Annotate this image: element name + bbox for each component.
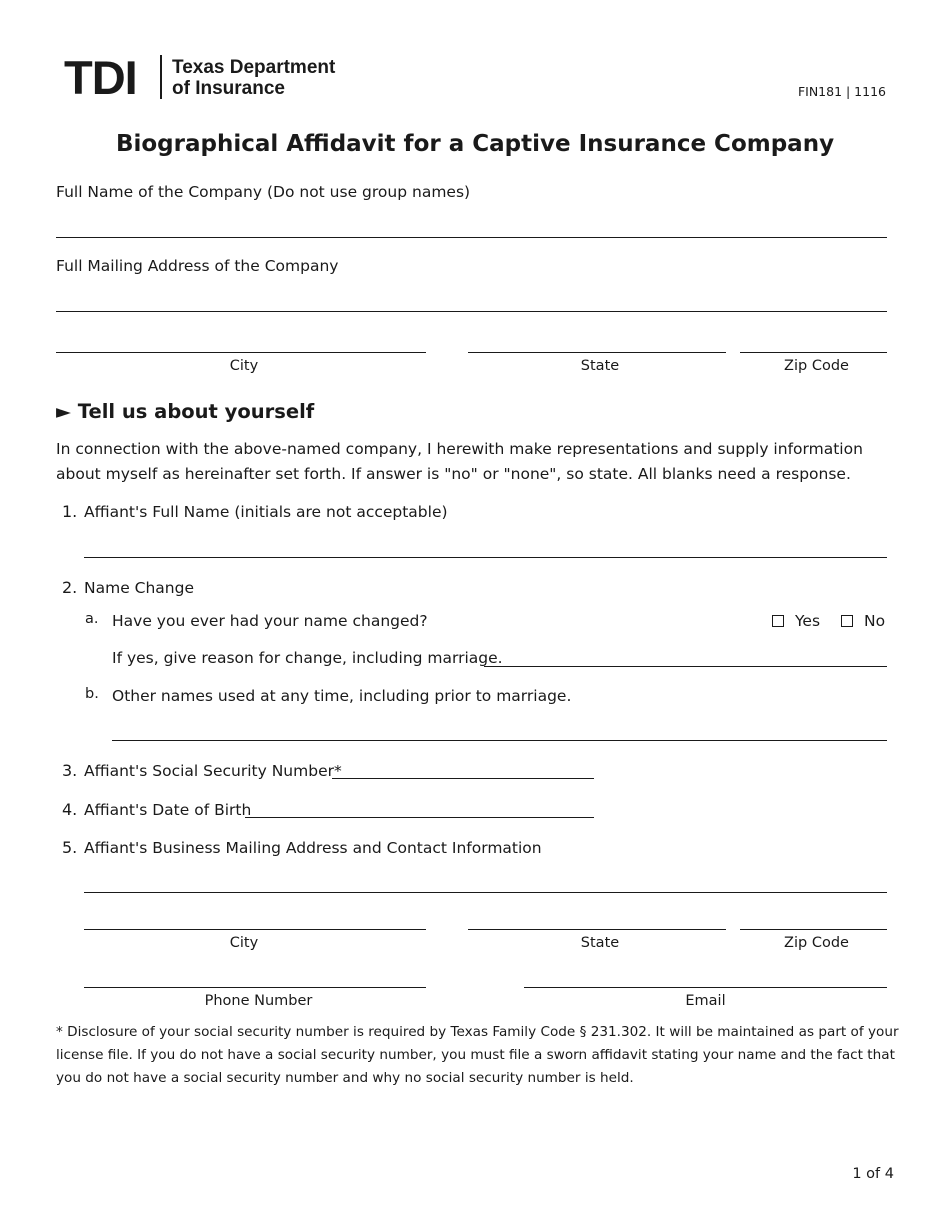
company-state-caption: State <box>580 358 620 374</box>
affiant-name-field[interactable] <box>84 557 887 558</box>
email-caption: Email <box>685 993 726 1009</box>
ssn-field[interactable] <box>332 778 594 779</box>
q1-label: Affiant's Full Name (initials are not acceptable) <box>84 503 448 521</box>
yes-checkbox[interactable] <box>772 615 784 627</box>
logo-line-2: of Insurance <box>172 78 285 99</box>
page-title: Biographical Affidavit for a Captive Insurance Company <box>115 131 835 157</box>
business-state-caption: State <box>580 935 620 951</box>
business-city-field[interactable] <box>84 929 426 930</box>
tdi-logo-mark: TDI <box>64 51 137 104</box>
company-state-field[interactable] <box>468 352 726 353</box>
email-field[interactable] <box>524 987 887 988</box>
company-name-label: Full Name of the Company (Do not use group names) <box>56 183 471 201</box>
section-intro: In connection with the above-named company, I herewith make representations and supply information about myself as hereinafter set forth. If answer is "no" or "none", so state. All blanks need a response. <box>56 440 863 483</box>
tdi-logo-text <box>172 57 335 99</box>
company-name-field[interactable] <box>56 237 887 238</box>
ssn-footnote: * Disclosure of your social security number is required by Texas Family Code § 231.302. It will be maintained as part of your license file. If you do not have a social security number, you must file a sworn affidavit stating your name and the fact that you do not have a social security number and why no social security number is held. <box>56 1024 899 1086</box>
yes-label: Yes <box>795 612 821 630</box>
business-state-field[interactable] <box>468 929 726 930</box>
company-city-caption: City <box>229 358 259 374</box>
q2b-label: Other names used at any time, including prior to marriage. <box>112 687 572 705</box>
page-number: 1 of 4 <box>852 1166 894 1182</box>
q2-label: Name Change <box>84 579 194 597</box>
other-names-field[interactable] <box>112 740 887 741</box>
business-zip-caption: Zip Code <box>784 935 849 951</box>
phone-caption: Phone Number <box>204 993 313 1009</box>
q2a-followup-label: If yes, give reason for change, including marriage. <box>112 649 503 667</box>
no-label: No <box>864 612 886 630</box>
company-address-field[interactable] <box>56 311 887 312</box>
company-zip-field[interactable] <box>740 352 887 353</box>
q5-label: Affiant's Business Mailing Address and Contact Information <box>84 839 542 857</box>
business-zip-field[interactable] <box>740 929 887 930</box>
company-zip-caption: Zip Code <box>784 358 849 374</box>
logo-line-1: Texas Department <box>172 57 336 78</box>
q4-label: Affiant's Date of Birth <box>84 801 252 819</box>
q4-number: 4. <box>62 800 78 819</box>
q3-label: Affiant's Social Security Number* <box>84 762 342 780</box>
name-change-reason-field[interactable] <box>484 666 887 667</box>
company-address-label: Full Mailing Address of the Company <box>56 257 339 275</box>
q3-number: 3. <box>62 761 78 780</box>
dob-field[interactable] <box>245 817 594 818</box>
section-heading: ► Tell us about yourself <box>56 400 315 423</box>
form-id: FIN181 | 1116 <box>797 84 886 99</box>
q2a-label: Have you ever had your name changed? <box>112 612 428 630</box>
q2b-letter: b. <box>85 686 99 702</box>
phone-field[interactable] <box>84 987 426 988</box>
company-city-field[interactable] <box>56 352 426 353</box>
q2-number: 2. <box>62 578 78 597</box>
q2a-letter: a. <box>85 611 99 627</box>
business-address-field[interactable] <box>84 892 887 893</box>
q5-number: 5. <box>62 838 78 857</box>
business-city-caption: City <box>229 935 259 951</box>
no-checkbox[interactable] <box>841 615 853 627</box>
logo-divider <box>160 55 162 99</box>
q1-number: 1. <box>62 502 78 521</box>
